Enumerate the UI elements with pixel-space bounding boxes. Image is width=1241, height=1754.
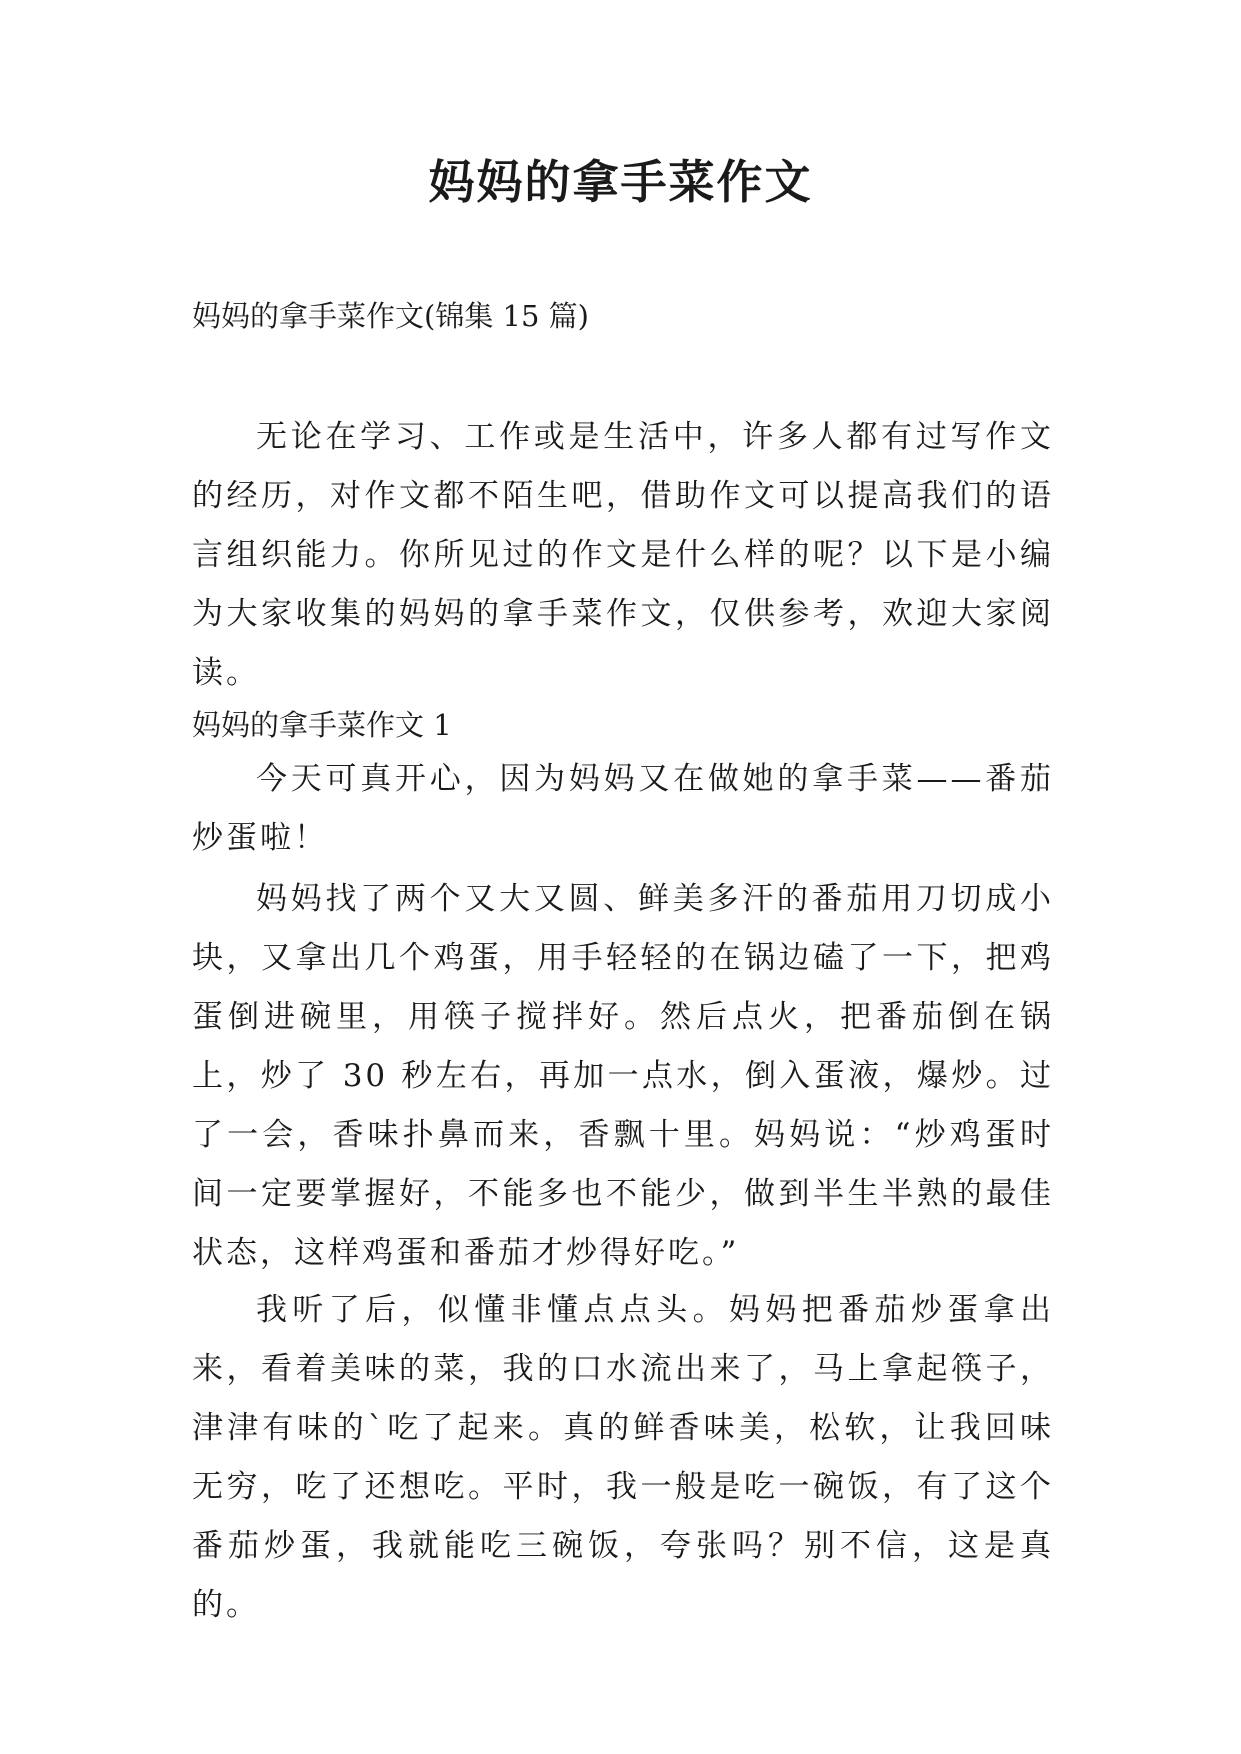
body-paragraph: 我听了后，似懂非懂点点头。妈妈把番茄炒蛋拿出来，看着美味的菜，我的口水流出来了，马上拿起筷子，津津有味的`吃了起来。真的鲜香味美，松软，让我回味无穷，吃了还想吃。平时，我一般是吃一碗饭，有了这个番茄炒蛋，我就能吃三碗饭，夸张吗？别不信，这是真的。 xyxy=(192,1292,1054,1623)
body-paragraph: 今天可真开心，因为妈妈又在做她的拿手菜——番茄炒蛋啦！ xyxy=(192,761,1054,856)
document-title: 妈妈的拿手菜作文 xyxy=(428,155,813,209)
body-paragraph: 妈妈找了两个又大又圆、鲜美多汗的番茄用刀切成小块，又拿出几个鸡蛋，用手轻轻的在锅边磕了一下，把鸡蛋倒进碗里，用筷子搅拌好。然后点火，把番茄倒在锅上，炒了 30 秒左右，再加一点水，倒入蛋液，爆炒。过了一会，香味扑鼻而来，香飘十里。妈妈说：“炒鸡蛋时间一定要掌握好，不能多也不能少，做到半生半熟的最佳状态，这样鸡蛋和番茄才炒得好吃。” xyxy=(192,881,1054,1271)
intro-paragraph: 无论在学习、工作或是生活中，许多人都有过写作文的经历，对作文都不陌生吧，借助作文可以提高我们的语言组织能力。你所见过的作文是什么样的呢？以下是小编为大家收集的妈妈的拿手菜作文，仅供参考，欢迎大家阅读。 xyxy=(192,419,1054,691)
section-heading: 妈妈的拿手菜作文 1 xyxy=(192,708,452,742)
document-subtitle: 妈妈的拿手菜作文(锦集 15 篇) xyxy=(192,299,589,333)
